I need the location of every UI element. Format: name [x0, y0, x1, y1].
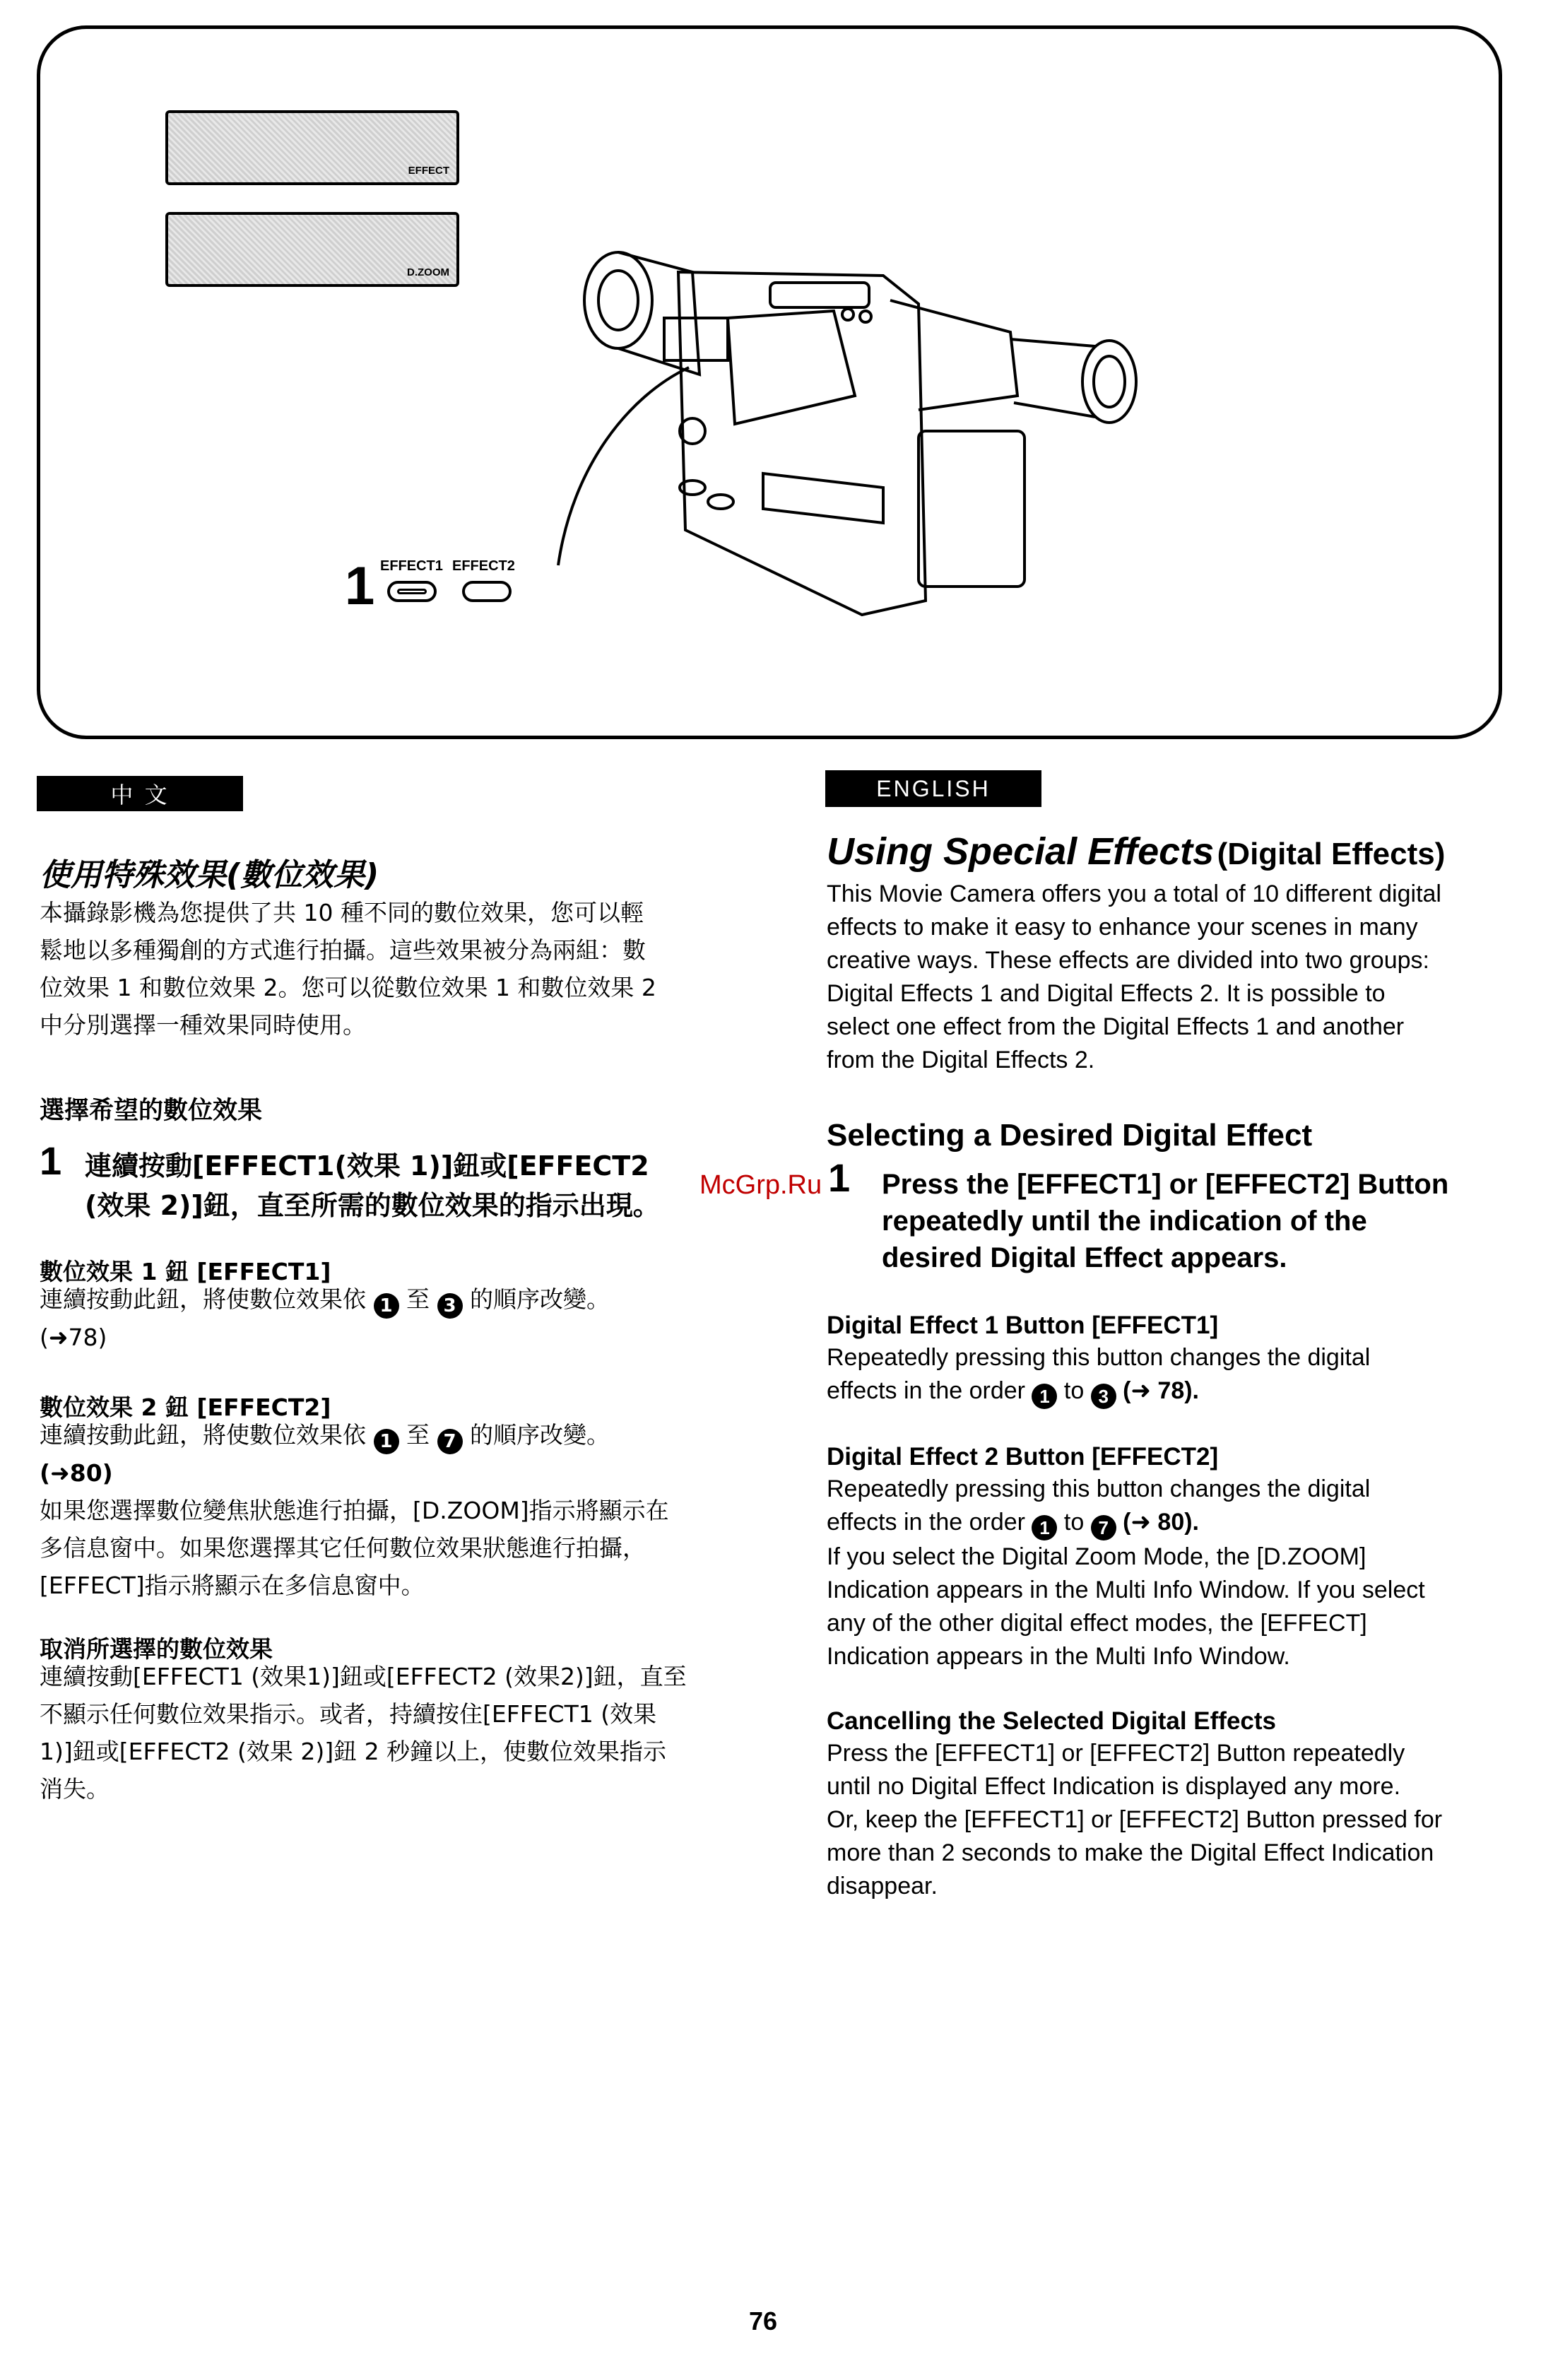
en-effect2-ref: (➜ 80). [1123, 1509, 1199, 1536]
marker-seven-icon: 7 [437, 1429, 463, 1454]
en-effect1-ref: (➜ 78). [1123, 1377, 1199, 1404]
en-effect2-more-line: any of the other digital effect modes, the [EFFECT] [827, 1610, 1367, 1637]
lcd-dzoom-text: D.ZOOM [407, 266, 449, 278]
en-effect1-body [827, 1341, 1505, 1409]
zh-effect2-line [40, 1416, 718, 1454]
lcd-display-dzoom [165, 212, 459, 287]
en-cancel-heading: Cancelling the Selected Digital Effects [827, 1707, 1276, 1735]
zh-effect1-mid: 至 [406, 1285, 430, 1313]
en-cancel-line: Press the [EFFECT1] or [EFFECT2] Button repeatedly [827, 1740, 1405, 1767]
effect2-button[interactable] [462, 581, 512, 602]
en-cancel-line: disappear. [827, 1873, 938, 1899]
zh-effect2-heading: 數位效果 2 鈕 [EFFECT2] [40, 1394, 331, 1421]
marker-three-icon: 3 [437, 1293, 463, 1319]
en-intro-line: This Movie Camera offers you a total of 10 different digital [827, 880, 1441, 907]
zh-effect1-line [40, 1280, 718, 1319]
marker-seven-icon: 7 [1091, 1515, 1116, 1540]
en-cancel-line: until no Digital Effect Indication is displayed any more. [827, 1773, 1401, 1800]
en-effect2-line2 [827, 1506, 1505, 1540]
zh-effect1-heading: 數位效果 1 鈕 [EFFECT1] [40, 1258, 331, 1285]
zh-intro-line: 中分別選擇一種效果同時使用。 [40, 1011, 366, 1039]
en-effect2-line: Repeatedly pressing this button changes the digital [827, 1475, 1371, 1502]
zh-cancel-line: 1)]鈕或[EFFECT2 (效果 2)]鈕 2 秒鐘以上，使數位效果指示 [40, 1738, 667, 1765]
zh-effect1-body [40, 1280, 718, 1356]
en-cancel-line: more than 2 seconds to make the Digital Effect Indication [827, 1839, 1434, 1866]
en-step-line: repeatedly until the indication of the [882, 1206, 1367, 1237]
zh-cancel-heading: 取消所選擇的數位效果 [40, 1635, 273, 1663]
en-effect2-order: effects in the order [827, 1509, 1025, 1536]
zh-step-line: (效果 2)]鈕，直至所需的數位效果的指示出現。 [85, 1190, 660, 1221]
en-effect1-to: to [1063, 1377, 1085, 1404]
effect1-button[interactable] [387, 581, 437, 602]
zh-section-heading: 選擇希望的數位效果 [40, 1097, 263, 1125]
en-cancel-body [827, 1737, 1505, 1903]
section-tag-chinese: 中 文 [37, 776, 243, 811]
en-cancel-line: Or, keep the [EFFECT1] or [EFFECT2] Button pressed for [827, 1806, 1443, 1833]
en-title-sub: (Digital Effects) [1217, 837, 1446, 871]
zh-effect2-text: 連續按動此鈕，將使數位效果依 [40, 1421, 366, 1449]
en-effect2-body [827, 1473, 1505, 1673]
zh-cancel-line: 消失。 [40, 1775, 110, 1803]
zh-effect1-ref: (➜78) [40, 1324, 107, 1351]
en-page-title [827, 830, 1445, 873]
zh-effect2-body [40, 1416, 718, 1604]
en-step-line: Press the [EFFECT1] or [EFFECT2] Button [882, 1169, 1449, 1200]
zh-intro-line: 鬆地以多種獨創的方式進行拍攝。這些效果被分為兩組：數 [40, 936, 646, 964]
en-intro [827, 878, 1505, 1077]
zh-cancel-line: 不顯示任何數位效果指示。或者，持續按住[EFFECT1 (效果 [40, 1700, 657, 1728]
zh-effect2-mid: 至 [406, 1421, 430, 1449]
zh-effect2-ref: (➜80) [40, 1459, 113, 1487]
zh-step-number: 1 [40, 1138, 62, 1183]
en-effect1-order: effects in the order [827, 1377, 1025, 1404]
lcd-display-effect [165, 110, 459, 185]
en-intro-line: creative ways. These effects are divided into two groups: [827, 947, 1429, 974]
effect2-button-label: EFFECT2 [452, 558, 515, 574]
en-intro-line: effects to make it easy to enhance your scenes in many [827, 914, 1418, 941]
zh-effect1-end: 的順序改變。 [470, 1285, 610, 1313]
marker-three-icon: 3 [1091, 1384, 1116, 1409]
zh-intro-line: 本攝錄影機為您提供了共 10 種不同的數位效果，您可以輕 [40, 899, 644, 926]
en-title-main: Using Special Effects [827, 830, 1215, 873]
illus-step-number: 1 [345, 556, 375, 616]
effect1-button-label: EFFECT1 [380, 558, 443, 574]
zh-step-line: 連續按動[EFFECT1(效果 1)]鈕或[EFFECT2 [85, 1150, 649, 1182]
en-intro-line: Digital Effects 1 and Digital Effects 2. It is possible to [827, 980, 1386, 1007]
en-intro-line: select one effect from the Digital Effects 1 and another [827, 1013, 1405, 1040]
section-tag-english: ENGLISH [825, 770, 1041, 807]
zh-cancel-line: 連續按動[EFFECT1 (效果1)]鈕或[EFFECT2 (效果2)]鈕，直至 [40, 1663, 687, 1690]
marker-one-icon: 1 [1032, 1384, 1057, 1409]
camcorder-illustration [551, 233, 1180, 629]
zh-effect2-more-line: [EFFECT]指示將顯示在多信息窗中。 [40, 1572, 425, 1599]
en-effect2-to: to [1063, 1509, 1085, 1536]
marker-one-icon: 1 [374, 1429, 399, 1454]
en-step-number: 1 [828, 1155, 851, 1200]
en-step-line: desired Digital Effect appears. [882, 1242, 1287, 1273]
en-intro-line: from the Digital Effects 2. [827, 1047, 1095, 1073]
en-effect2-more-line: Indication appears in the Multi Info Window. [827, 1643, 1290, 1670]
zh-effect1-text: 連續按動此鈕，將使數位效果依 [40, 1285, 366, 1313]
page-number: 76 [749, 2307, 778, 2335]
zh-intro-line: 位效果 1 和數位效果 2。您可以從數位效果 1 和數位效果 2 [40, 974, 656, 1001]
zh-cancel-body [40, 1658, 718, 1808]
watermark: McGrp.Ru [699, 1170, 822, 1200]
zh-effect2-end: 的順序改變。 [470, 1421, 610, 1449]
en-effect1-heading: Digital Effect 1 Button [EFFECT1] [827, 1312, 1219, 1339]
en-effect2-more-line: If you select the Digital Zoom Mode, the [D.ZOOM] [827, 1543, 1366, 1570]
zh-intro [40, 894, 718, 1044]
en-effect2-more-line: Indication appears in the Multi Info Window. If you select [827, 1577, 1425, 1603]
marker-one-icon: 1 [374, 1293, 399, 1319]
en-effect1-line2 [827, 1374, 1505, 1409]
zh-effect2-more-line: 如果您選擇數位變焦狀態進行拍攝，[D.ZOOM]指示將顯示在 [40, 1497, 669, 1524]
marker-one-icon: 1 [1032, 1515, 1057, 1540]
zh-effect2-more-line: 多信息窗中。如果您選擇其它任何數位效果狀態進行拍攝， [40, 1534, 646, 1562]
en-effect1-line: Repeatedly pressing this button changes the digital [827, 1344, 1371, 1371]
en-step-text [882, 1166, 1504, 1276]
zh-page-title: 使用特殊效果(數位效果) [40, 857, 379, 893]
en-section-heading: Selecting a Desired Digital Effect [827, 1118, 1313, 1153]
lcd-effect-text: EFFECT [408, 165, 449, 177]
en-effect2-heading: Digital Effect 2 Button [EFFECT2] [827, 1443, 1219, 1471]
zh-step-text [85, 1146, 660, 1225]
